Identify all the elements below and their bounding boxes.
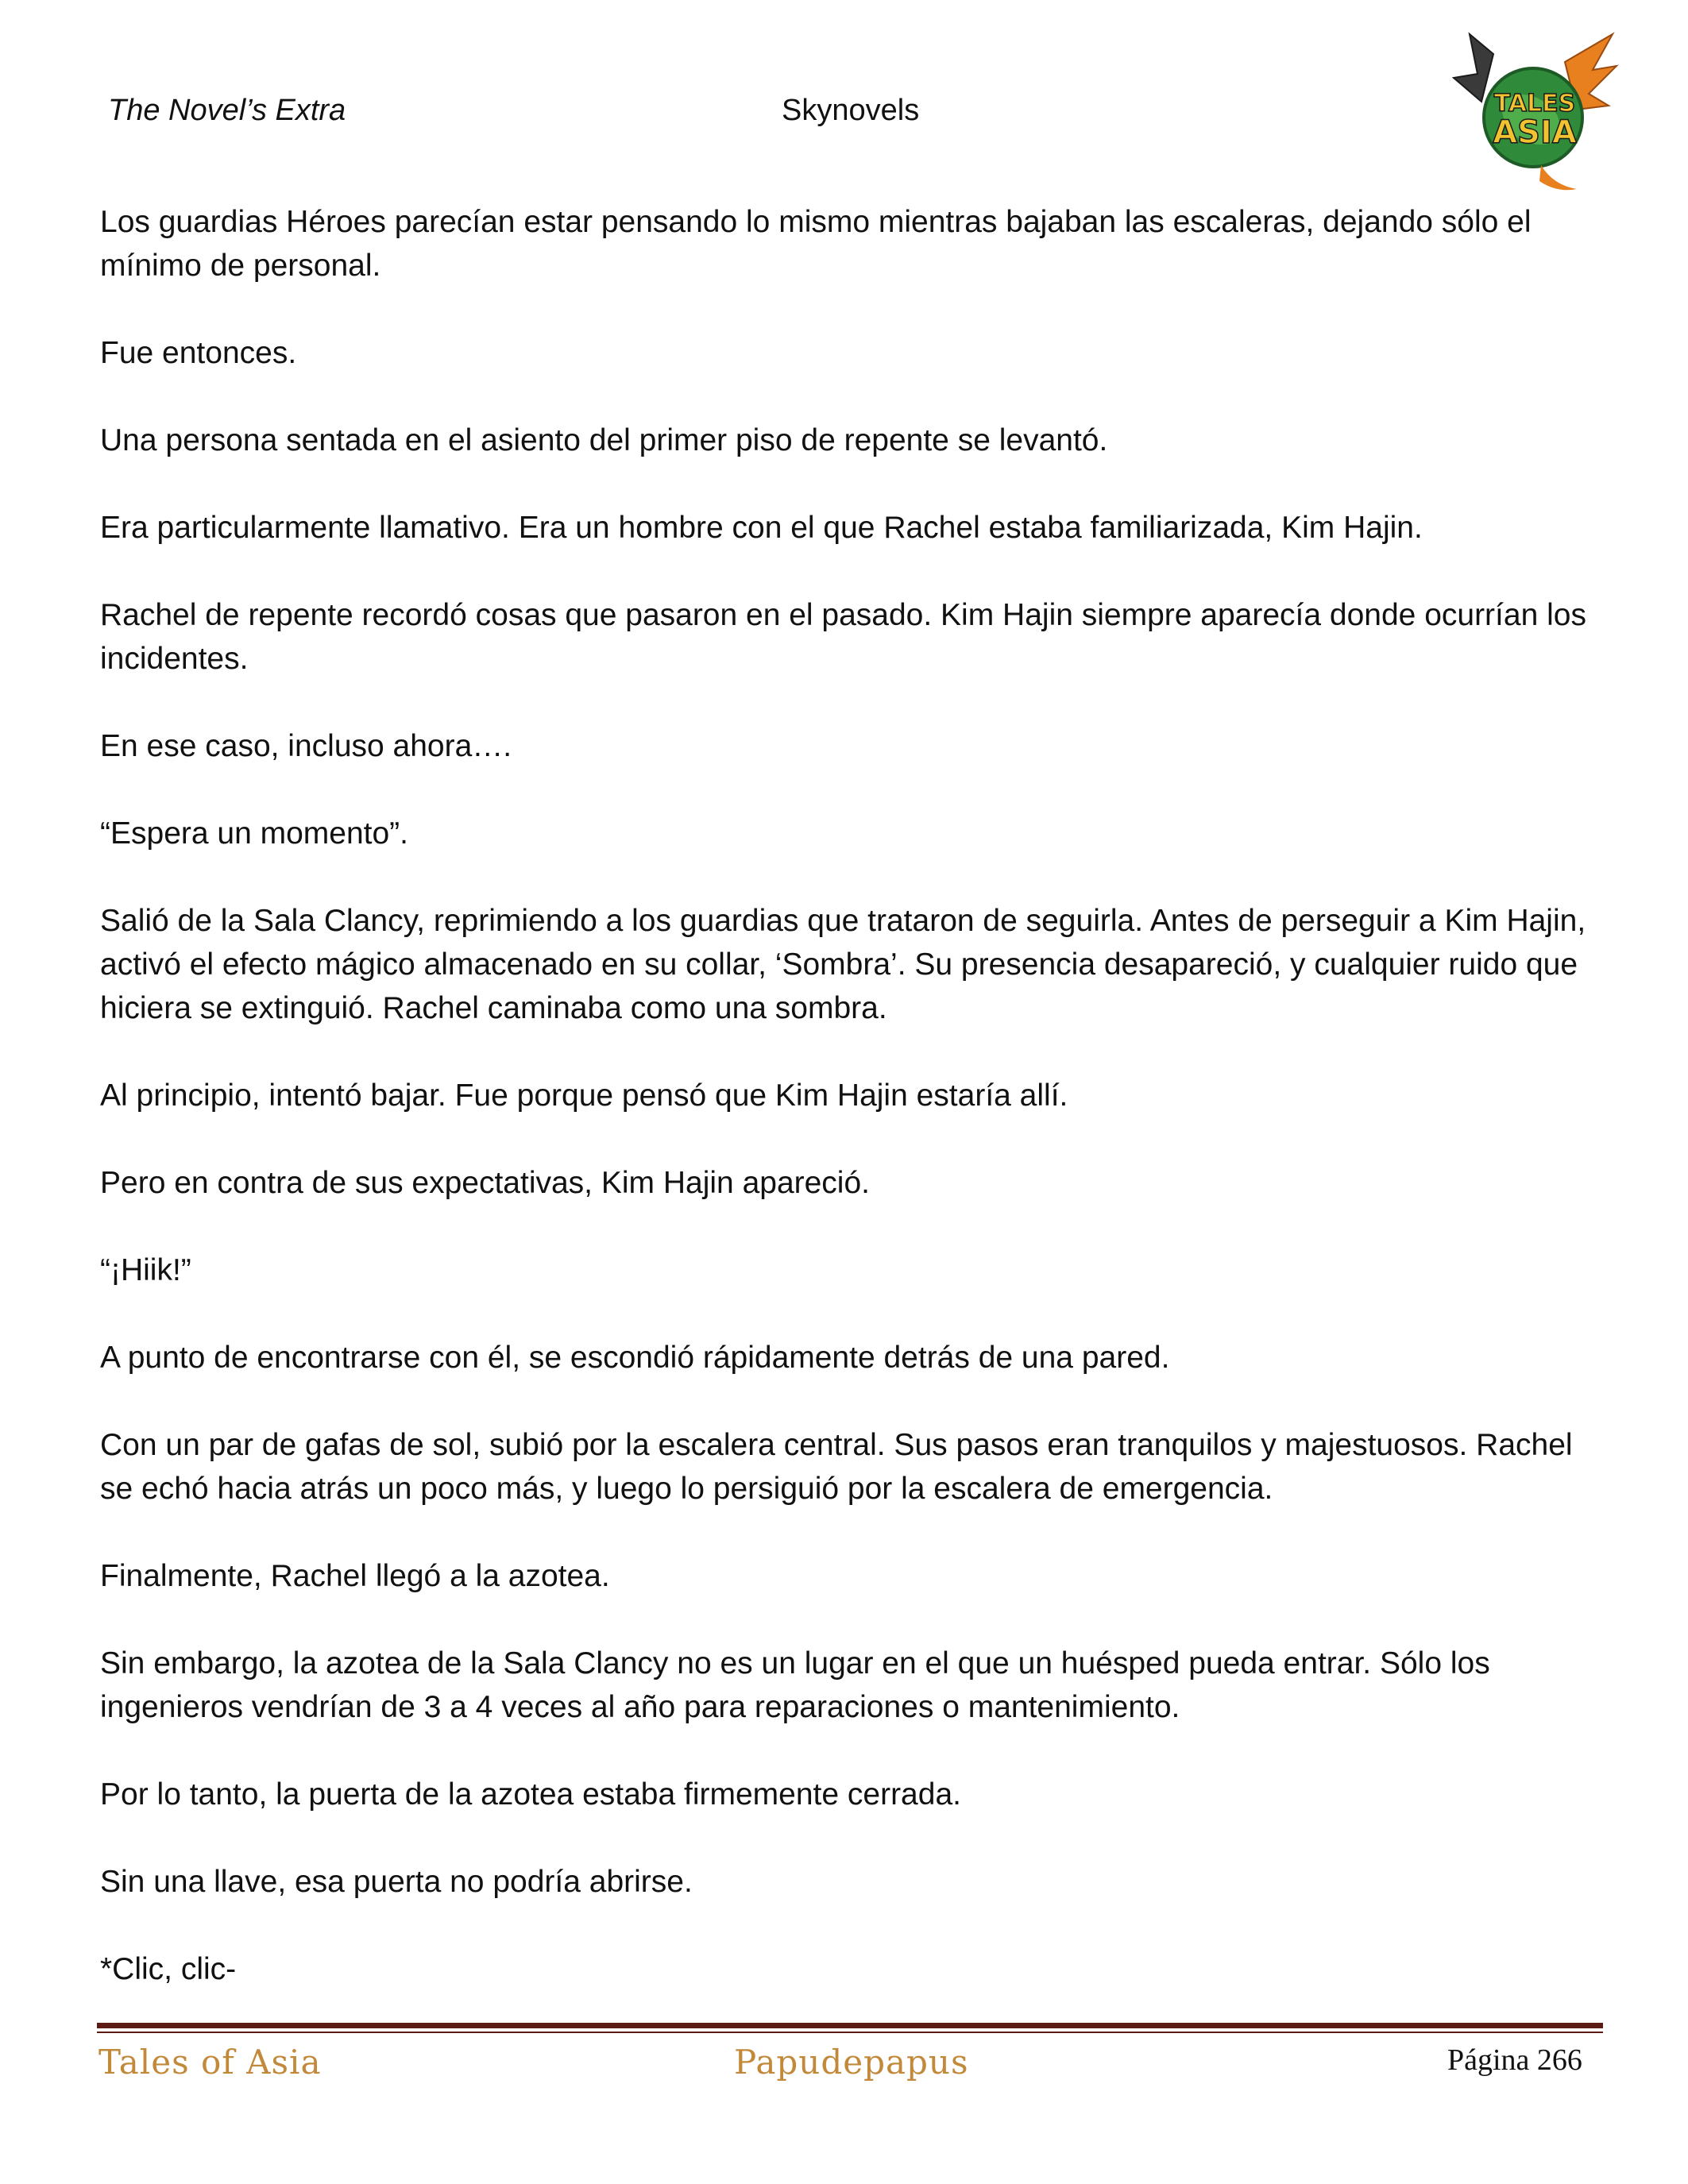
logo-text-bottom: ASIA	[1493, 114, 1577, 151]
paragraph: Era particularmente llamativo. Era un hombre con el que Rachel estaba familiarizada, Kim Hajin.	[100, 511, 1423, 545]
paragraph: *Clic, clic-	[100, 1952, 237, 1986]
paragraph: Con un par de gafas de sol, subió por la escalera central. Sus pasos eran tranquilos y majestuosos. Rachel se echó hacia atrás un poco más, y luego lo persiguió por la escalera de emergencia.	[100, 1428, 1573, 1506]
logo-graphic	[1446, 30, 1620, 197]
footer-divider-thick	[97, 2023, 1603, 2028]
logo-text-top: TALES	[1493, 90, 1576, 118]
paragraph: Salió de la Sala Clancy, reprimiendo a los guardias que trataron de seguirla. Antes de perseguir a Kim Hajin, activó el efecto mágico almacenado en su collar, ‘Sombra’. Su presencia desapareció, y cualquier ruido que hiciera se extinguió. Rachel caminaba como una sombra.	[100, 904, 1586, 1025]
paragraph: Fue entonces.	[100, 336, 297, 370]
paragraph: Sin embargo, la azotea de la Sala Clancy no es un lugar en el que un huésped pueda entrar. Sólo los ingenieros vendrían de 3 a 4 veces al año para reparaciones o mantenimiento.	[100, 1646, 1490, 1724]
header-novel-title: The Novel’s Extra	[108, 94, 346, 127]
tales-of-asia-logo	[1446, 30, 1620, 197]
paragraph: Por lo tanto, la puerta de la azotea estaba firmemente cerrada.	[100, 1777, 961, 1812]
paragraph: Sin una llave, esa puerta no podría abrirse.	[100, 1865, 693, 1899]
paragraph: Finalmente, Rachel llegó a la azotea.	[100, 1559, 610, 1593]
paragraph: “Espera un momento”.	[100, 816, 409, 851]
paragraph: “¡Hiik!”	[100, 1253, 191, 1287]
footer-translator: Papudepapus	[734, 2043, 969, 2082]
footer-publisher: Tales of Asia	[98, 2043, 322, 2082]
page-body	[100, 200, 1601, 2035]
footer-divider-thin	[97, 2032, 1603, 2033]
paragraph: Una persona sentada en el asiento del primer piso de repente se levantó.	[100, 423, 1108, 457]
footer-page-number: Página 266	[1447, 2043, 1582, 2077]
paragraph: Al principio, intentó bajar. Fue porque pensó que Kim Hajin estaría allí.	[100, 1078, 1068, 1113]
paragraph: En ese caso, incluso ahora….	[100, 729, 512, 763]
paragraph: Rachel de repente recordó cosas que pasaron en el pasado. Kim Hajin siempre aparecía donde ocurrían los incidentes.	[100, 598, 1586, 676]
paragraph: Los guardias Héroes parecían estar pensando lo mismo mientras bajaban las escaleras, dejando sólo el mínimo de personal.	[100, 205, 1532, 283]
paragraph: A punto de encontrarse con él, se escondió rápidamente detrás de una pared.	[100, 1341, 1170, 1375]
paragraph: Pero en contra de sus expectativas, Kim Hajin apareció.	[100, 1166, 871, 1200]
header-site-name: Skynovels	[782, 94, 920, 127]
